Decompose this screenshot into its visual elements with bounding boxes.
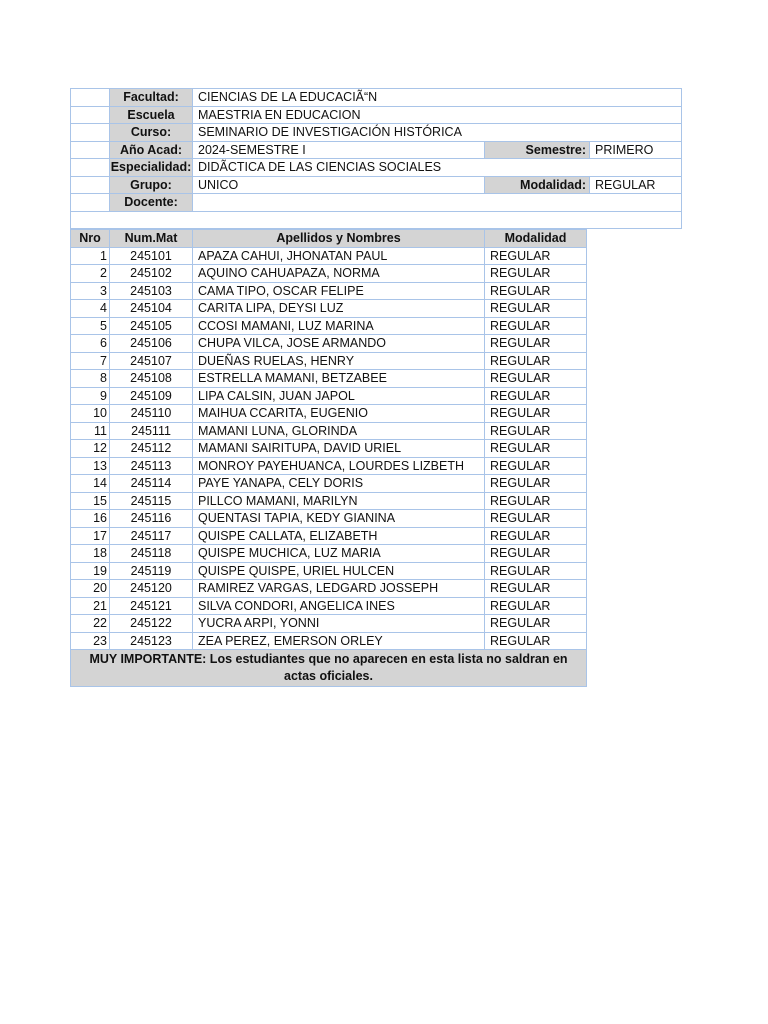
facultad-value: CIENCIAS DE LA EDUCACIÃ“N: [193, 89, 682, 107]
row-name: QUISPE CALLATA, ELIZABETH: [193, 527, 485, 545]
table-row: [71, 440, 587, 458]
row-modalidad: REGULAR: [485, 335, 587, 353]
table-row: [71, 387, 587, 405]
table-row: [71, 510, 587, 528]
row-modalidad: REGULAR: [485, 300, 587, 318]
row-modalidad: REGULAR: [485, 422, 587, 440]
row-num-mat: 245107: [110, 352, 193, 370]
row-name: CAMA TIPO, OSCAR FELIPE: [193, 282, 485, 300]
curso-label: Curso:: [110, 124, 193, 142]
row-nro: 2: [71, 265, 110, 283]
table-row: [71, 422, 587, 440]
row-name: APAZA CAHUI, JHONATAN PAUL: [193, 247, 485, 265]
table-row: [71, 597, 587, 615]
row-nro: 12: [71, 440, 110, 458]
row-modalidad: REGULAR: [485, 510, 587, 528]
table-row: [71, 527, 587, 545]
col-header-modalidad: Modalidad: [485, 230, 587, 248]
row-nro: 20: [71, 580, 110, 598]
row-num-mat: 245115: [110, 492, 193, 510]
grupo-value: UNICO: [193, 176, 485, 194]
important-note: MUY IMPORTANTE: Los estudiantes que no aparecen en esta lista no saldran en actas oficiales.: [71, 650, 587, 687]
table-row: [71, 352, 587, 370]
row-modalidad: REGULAR: [485, 492, 587, 510]
row-name: MAIHUA CCARITA, EUGENIO: [193, 405, 485, 423]
row-nro: 4: [71, 300, 110, 318]
row-modalidad: REGULAR: [485, 457, 587, 475]
row-name: CCOSI MAMANI, LUZ MARINA: [193, 317, 485, 335]
row-nro: 9: [71, 387, 110, 405]
row-num-mat: 245122: [110, 615, 193, 633]
table-row: [71, 265, 587, 283]
escuela-label: Escuela: [110, 106, 193, 124]
row-nro: 6: [71, 335, 110, 353]
row-num-mat: 245121: [110, 597, 193, 615]
table-row: [71, 300, 587, 318]
table-row: [71, 317, 587, 335]
row-num-mat: 245116: [110, 510, 193, 528]
row-name: SILVA CONDORI, ANGELICA INES: [193, 597, 485, 615]
anio-label: Año Acad:: [110, 141, 193, 159]
table-row: [71, 580, 587, 598]
row-modalidad: REGULAR: [485, 615, 587, 633]
row-name: QUISPE MUCHICA, LUZ MARIA: [193, 545, 485, 563]
table-row: [71, 457, 587, 475]
especialidad-value: DIDÃCTICA DE LAS CIENCIAS SOCIALES: [193, 159, 682, 177]
row-modalidad: REGULAR: [485, 370, 587, 388]
row-nro: 17: [71, 527, 110, 545]
semestre-label: Semestre:: [485, 141, 590, 159]
table-row: [71, 492, 587, 510]
row-num-mat: 245117: [110, 527, 193, 545]
row-modalidad: REGULAR: [485, 405, 587, 423]
row-modalidad: REGULAR: [485, 440, 587, 458]
spacer-row: [71, 211, 682, 229]
row-nro: 11: [71, 422, 110, 440]
row-num-mat: 245104: [110, 300, 193, 318]
row-num-mat: 245111: [110, 422, 193, 440]
row-modalidad: REGULAR: [485, 352, 587, 370]
row-name: PILLCO MAMANI, MARILYN: [193, 492, 485, 510]
row-nro: 19: [71, 562, 110, 580]
row-modalidad: REGULAR: [485, 580, 587, 598]
col-header-apellidos-nombres: Apellidos y Nombres: [193, 230, 485, 248]
row-num-mat: 245123: [110, 632, 193, 650]
col-header-num-mat: Num.Mat: [110, 230, 193, 248]
row-name: QUENTASI TAPIA, KEDY GIANINA: [193, 510, 485, 528]
row-name: CARITA LIPA, DEYSI LUZ: [193, 300, 485, 318]
row-nro: 16: [71, 510, 110, 528]
row-nro: 23: [71, 632, 110, 650]
especialidad-label: Especialidad:: [110, 160, 192, 175]
table-row: [71, 562, 587, 580]
row-num-mat: 245118: [110, 545, 193, 563]
col-header-nro: Nro: [71, 230, 110, 248]
row-num-mat: 245106: [110, 335, 193, 353]
table-row: [71, 335, 587, 353]
table-row: [71, 475, 587, 493]
row-modalidad: REGULAR: [485, 632, 587, 650]
row-modalidad: REGULAR: [485, 317, 587, 335]
curso-value: SEMINARIO DE INVESTIGACIÓN HISTÓRICA: [193, 124, 682, 142]
table-row: [71, 370, 587, 388]
row-num-mat: 245102: [110, 265, 193, 283]
row-num-mat: 245113: [110, 457, 193, 475]
row-nro: 18: [71, 545, 110, 563]
row-num-mat: 245101: [110, 247, 193, 265]
table-row: [71, 545, 587, 563]
row-name: PAYE YANAPA, CELY DORIS: [193, 475, 485, 493]
semestre-value: PRIMERO: [590, 141, 682, 159]
row-nro: 5: [71, 317, 110, 335]
row-modalidad: REGULAR: [485, 545, 587, 563]
row-name: YUCRA ARPI, YONNI: [193, 615, 485, 633]
row-modalidad: REGULAR: [485, 247, 587, 265]
row-modalidad: REGULAR: [485, 527, 587, 545]
row-name: MAMANI LUNA, GLORINDA: [193, 422, 485, 440]
course-info-header: [70, 88, 682, 229]
table-row: [71, 247, 587, 265]
row-nro: 21: [71, 597, 110, 615]
row-modalidad: REGULAR: [485, 387, 587, 405]
row-nro: 15: [71, 492, 110, 510]
row-name: DUEÑAS RUELAS, HENRY: [193, 352, 485, 370]
row-name: RAMIREZ VARGAS, LEDGARD JOSSEPH: [193, 580, 485, 598]
row-modalidad: REGULAR: [485, 562, 587, 580]
table-row: [71, 632, 587, 650]
row-num-mat: 245114: [110, 475, 193, 493]
row-num-mat: 245109: [110, 387, 193, 405]
escuela-value: MAESTRIA EN EDUCACION: [193, 106, 682, 124]
row-nro: 8: [71, 370, 110, 388]
row-nro: 10: [71, 405, 110, 423]
modalidad-value: REGULAR: [590, 176, 682, 194]
row-num-mat: 245108: [110, 370, 193, 388]
row-name: ZEA PEREZ, EMERSON ORLEY: [193, 632, 485, 650]
row-name: QUISPE QUISPE, URIEL HULCEN: [193, 562, 485, 580]
row-nro: 13: [71, 457, 110, 475]
row-name: MONROY PAYEHUANCA, LOURDES LIZBETH: [193, 457, 485, 475]
student-list: [70, 229, 587, 687]
anio-value: 2024-SEMESTRE I: [193, 141, 485, 159]
row-num-mat: 245105: [110, 317, 193, 335]
row-modalidad: REGULAR: [485, 265, 587, 283]
docente-label: Docente:: [110, 194, 193, 212]
table-row: [71, 405, 587, 423]
row-num-mat: 245119: [110, 562, 193, 580]
row-nro: 14: [71, 475, 110, 493]
docente-value: [193, 194, 682, 212]
row-num-mat: 245120: [110, 580, 193, 598]
row-modalidad: REGULAR: [485, 282, 587, 300]
grupo-label: Grupo:: [110, 176, 193, 194]
row-name: ESTRELLA MAMANI, BETZABEE: [193, 370, 485, 388]
row-name: MAMANI SAIRITUPA, DAVID URIEL: [193, 440, 485, 458]
row-modalidad: REGULAR: [485, 475, 587, 493]
row-num-mat: 245110: [110, 405, 193, 423]
row-nro: 3: [71, 282, 110, 300]
table-row: [71, 615, 587, 633]
facultad-label: Facultad:: [110, 89, 193, 107]
row-name: AQUINO CAHUAPAZA, NORMA: [193, 265, 485, 283]
row-nro: 1: [71, 247, 110, 265]
row-modalidad: REGULAR: [485, 597, 587, 615]
row-num-mat: 245112: [110, 440, 193, 458]
row-name: CHUPA VILCA, JOSE ARMANDO: [193, 335, 485, 353]
modalidad-label: Modalidad:: [485, 176, 590, 194]
row-nro: 22: [71, 615, 110, 633]
row-name: LIPA CALSIN, JUAN JAPOL: [193, 387, 485, 405]
row-nro: 7: [71, 352, 110, 370]
table-row: [71, 282, 587, 300]
row-num-mat: 245103: [110, 282, 193, 300]
